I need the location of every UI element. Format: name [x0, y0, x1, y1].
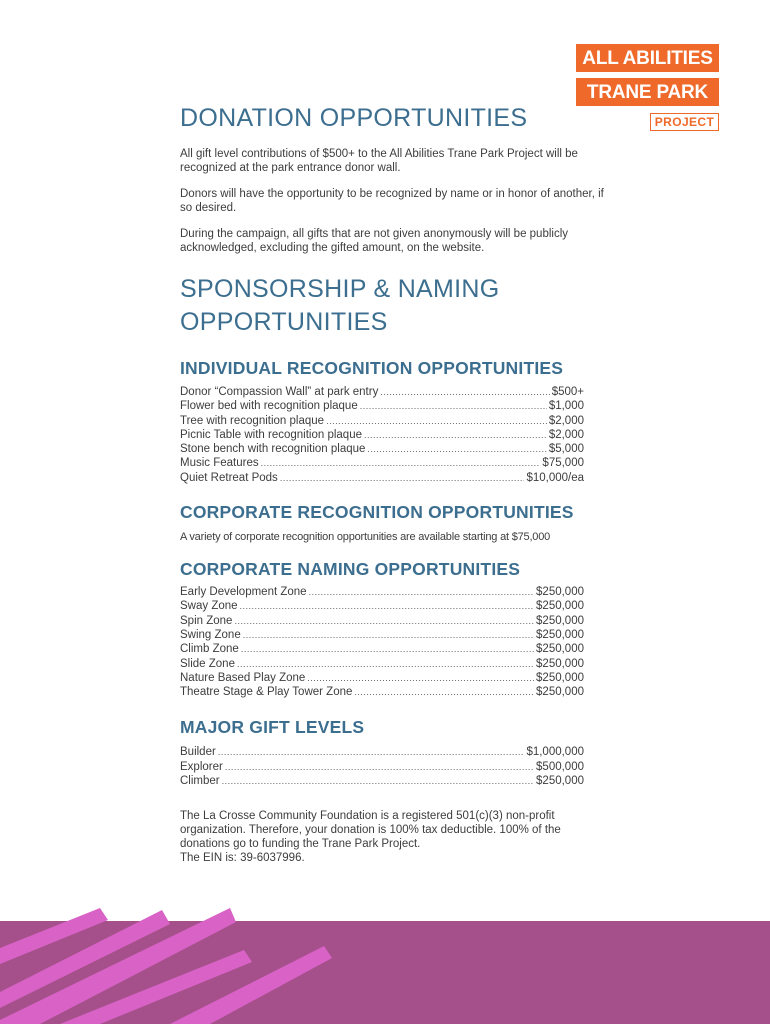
list-item: [180, 614, 584, 628]
corporate-recognition-heading: CORPORATE RECOGNITION OPPORTUNITIES: [180, 502, 574, 523]
item-label: Music Features: [180, 457, 259, 470]
item-amount: $75,000: [542, 457, 584, 470]
dot-leader: [261, 456, 541, 470]
list-item: [180, 628, 584, 642]
item-label: Nature Based Play Zone: [180, 671, 306, 684]
item-label: Swing Zone: [180, 628, 241, 641]
dot-leader: [222, 774, 534, 788]
dot-leader: [354, 685, 534, 699]
list-item: [180, 399, 584, 413]
sponsorship-title-line1: SPONSORSHIP & NAMING: [180, 275, 500, 303]
item-label: Spin Zone: [180, 614, 233, 627]
item-amount: $250,000: [536, 614, 584, 627]
list-item: [180, 456, 584, 470]
item-amount: $2,000: [548, 428, 584, 441]
decorative-stripes: [0, 900, 340, 1024]
list-item: [180, 414, 584, 428]
item-label: Stone bench with recognition plaque: [180, 443, 366, 456]
list-item: [180, 657, 584, 671]
item-amount: $250,000: [536, 643, 584, 656]
dot-leader: [225, 760, 534, 774]
item-amount: $5,000: [548, 443, 584, 456]
item-label: Theatre Stage & Play Tower Zone: [180, 686, 353, 699]
item-amount: $10,000/ea: [526, 471, 584, 484]
item-amount: $250,000: [536, 628, 584, 641]
corporate-naming-heading: CORPORATE NAMING OPPORTUNITIES: [180, 559, 521, 580]
dot-leader: [234, 614, 534, 628]
item-label: Flower bed with recognition plaque: [180, 400, 358, 413]
item-amount: $250,000: [536, 600, 584, 613]
dot-leader: [364, 428, 547, 442]
item-amount: $250,000: [536, 775, 584, 788]
item-label: Climber: [180, 775, 220, 788]
sponsorship-title-line2: OPPORTUNITIES: [180, 308, 388, 336]
list-item: [180, 585, 584, 599]
donation-paragraph: Donors will have the opportunity to be recognized by name or in honor of another, if so desired.: [180, 188, 604, 214]
donation-paragraph: During the campaign, all gifts that are not given anonymously will be publicly acknowledged, excluding the gifted amount, on the website.: [180, 228, 569, 254]
list-item: [180, 442, 584, 456]
logo-line-project: PROJECT: [650, 113, 719, 131]
logo-line-all-abilities: ALL ABILITIES: [576, 44, 719, 72]
item-label: Slide Zone: [180, 657, 235, 670]
dot-leader: [241, 642, 534, 656]
sponsorship-title: [180, 273, 605, 339]
dot-leader: [360, 399, 547, 413]
corporate-recognition-text: A variety of corporate recognition opportunities are available starting at $75,000: [180, 531, 551, 544]
list-item: [180, 671, 584, 685]
item-amount: $500,000: [536, 760, 584, 773]
item-label: Climb Zone: [180, 643, 239, 656]
major-gifts-list: [180, 745, 584, 788]
donation-title: DONATION OPPORTUNITIES: [180, 104, 528, 132]
donation-paragraph: All gift level contributions of $500+ to the All Abilities Trane Park Project will be recognized at the park entrance donor wall.: [180, 148, 578, 174]
item-amount: $500+: [551, 386, 584, 398]
dot-leader: [309, 585, 534, 599]
dot-leader: [380, 385, 549, 399]
dot-leader: [326, 414, 547, 428]
closing-line1: The La Crosse Community Foundation is a registered 501(c)(3) non-profit organization. Therefore, your donation is 100% tax deductible. 100% of the donations go to funding the Trane Park Project.: [180, 810, 561, 851]
item-label: Builder: [180, 746, 216, 759]
list-item: [180, 599, 584, 613]
item-amount: $1,000,000: [526, 746, 584, 759]
item-label: Donor “Compassion Wall” at park entry: [180, 386, 379, 398]
item-label: Picnic Table with recognition plaque: [180, 428, 362, 441]
item-label: Early Development Zone: [180, 586, 307, 599]
individual-list: [180, 385, 584, 485]
list-item: [180, 471, 584, 485]
closing-paragraph: [180, 809, 600, 865]
list-item: [180, 642, 584, 656]
logo-line-trane-park: TRANE PARK: [576, 78, 719, 106]
dot-leader: [367, 442, 546, 456]
item-label: Quiet Retreat Pods: [180, 471, 278, 484]
list-item: [180, 774, 584, 788]
item-label: Explorer: [180, 760, 223, 773]
major-gifts-heading: MAJOR GIFT LEVELS: [180, 717, 365, 738]
item-amount: $250,000: [536, 686, 584, 699]
dot-leader: [243, 628, 534, 642]
corporate-naming-list: [180, 585, 584, 699]
closing-line2: The EIN is: 39-6037996.: [180, 852, 305, 865]
dot-leader: [307, 671, 534, 685]
dot-leader: [240, 599, 535, 613]
list-item: [180, 385, 584, 399]
dot-leader: [237, 657, 534, 671]
list-item: [180, 760, 584, 774]
list-item: [180, 685, 584, 699]
item-label: Sway Zone: [180, 600, 238, 613]
list-item: [180, 428, 584, 442]
dot-leader: [280, 471, 525, 485]
list-item: [180, 745, 584, 759]
item-amount: $2,000: [548, 414, 584, 427]
item-amount: $250,000: [536, 586, 584, 599]
individual-heading: INDIVIDUAL RECOGNITION OPPORTUNITIES: [180, 358, 564, 378]
item-amount: $250,000: [536, 657, 584, 670]
item-amount: $250,000: [536, 671, 584, 684]
main-content: [180, 102, 605, 877]
item-label: Tree with recognition plaque: [180, 414, 325, 427]
item-amount: $1,000: [548, 400, 584, 413]
dot-leader: [218, 745, 525, 759]
